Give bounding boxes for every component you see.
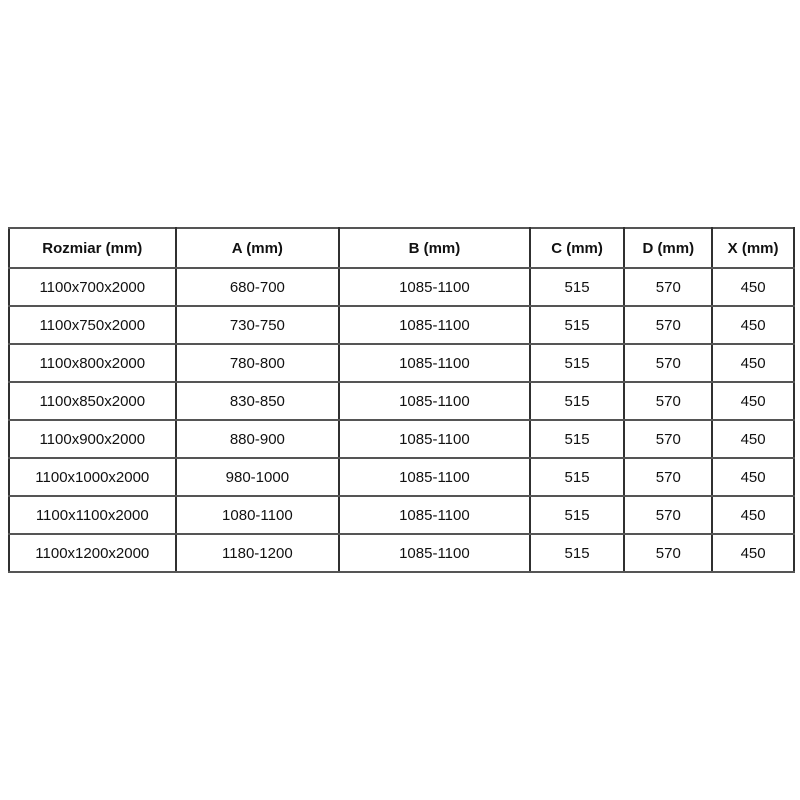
table-cell: 780-800 [176,344,340,382]
table-cell: 515 [530,306,625,344]
column-header: C (mm) [530,228,625,268]
table-cell: 730-750 [176,306,340,344]
table-cell: 450 [712,268,794,306]
table-cell: 515 [530,268,625,306]
table-cell: 515 [530,458,625,496]
table-row [9,496,794,534]
table-cell: 1085-1100 [339,382,530,420]
table-body [9,268,794,572]
column-header: X (mm) [712,228,794,268]
table-cell: 450 [712,496,794,534]
table-cell: 1100x700x2000 [9,268,176,306]
table-cell: 1100x800x2000 [9,344,176,382]
table-header-row [9,228,794,268]
table-row [9,420,794,458]
table-cell: 570 [624,458,712,496]
size-specification-table [8,227,795,573]
table-cell: 515 [530,496,625,534]
table-cell: 570 [624,382,712,420]
table-cell: 830-850 [176,382,340,420]
table-row [9,268,794,306]
table-cell: 570 [624,420,712,458]
table-cell: 1085-1100 [339,344,530,382]
table-cell: 515 [530,534,625,572]
table-cell: 980-1000 [176,458,340,496]
table-cell: 450 [712,306,794,344]
table-cell: 880-900 [176,420,340,458]
table-cell: 1085-1100 [339,458,530,496]
table-cell: 1085-1100 [339,420,530,458]
table-row [9,344,794,382]
column-header: A (mm) [176,228,340,268]
table-cell: 515 [530,420,625,458]
table-cell: 570 [624,306,712,344]
table-cell: 1100x1200x2000 [9,534,176,572]
table-cell: 1100x1000x2000 [9,458,176,496]
table-cell: 1100x1100x2000 [9,496,176,534]
table-cell: 450 [712,458,794,496]
table-row [9,306,794,344]
table-cell: 1085-1100 [339,534,530,572]
table-cell: 1085-1100 [339,306,530,344]
table-cell: 450 [712,382,794,420]
table-cell: 570 [624,268,712,306]
table-row [9,458,794,496]
table-cell: 1085-1100 [339,496,530,534]
table-row [9,534,794,572]
column-header: Rozmiar (mm) [9,228,176,268]
table-cell: 515 [530,344,625,382]
column-header: D (mm) [624,228,712,268]
table-cell: 570 [624,344,712,382]
table-cell: 1100x750x2000 [9,306,176,344]
table-row [9,382,794,420]
column-header: B (mm) [339,228,530,268]
table-cell: 450 [712,344,794,382]
table-cell: 1100x900x2000 [9,420,176,458]
table-cell: 1180-1200 [176,534,340,572]
table-cell: 1080-1100 [176,496,340,534]
table-cell: 680-700 [176,268,340,306]
table-cell: 1100x850x2000 [9,382,176,420]
table-cell: 450 [712,420,794,458]
table-cell: 1085-1100 [339,268,530,306]
table-cell: 515 [530,382,625,420]
table-cell: 570 [624,534,712,572]
table-cell: 570 [624,496,712,534]
table-cell: 450 [712,534,794,572]
